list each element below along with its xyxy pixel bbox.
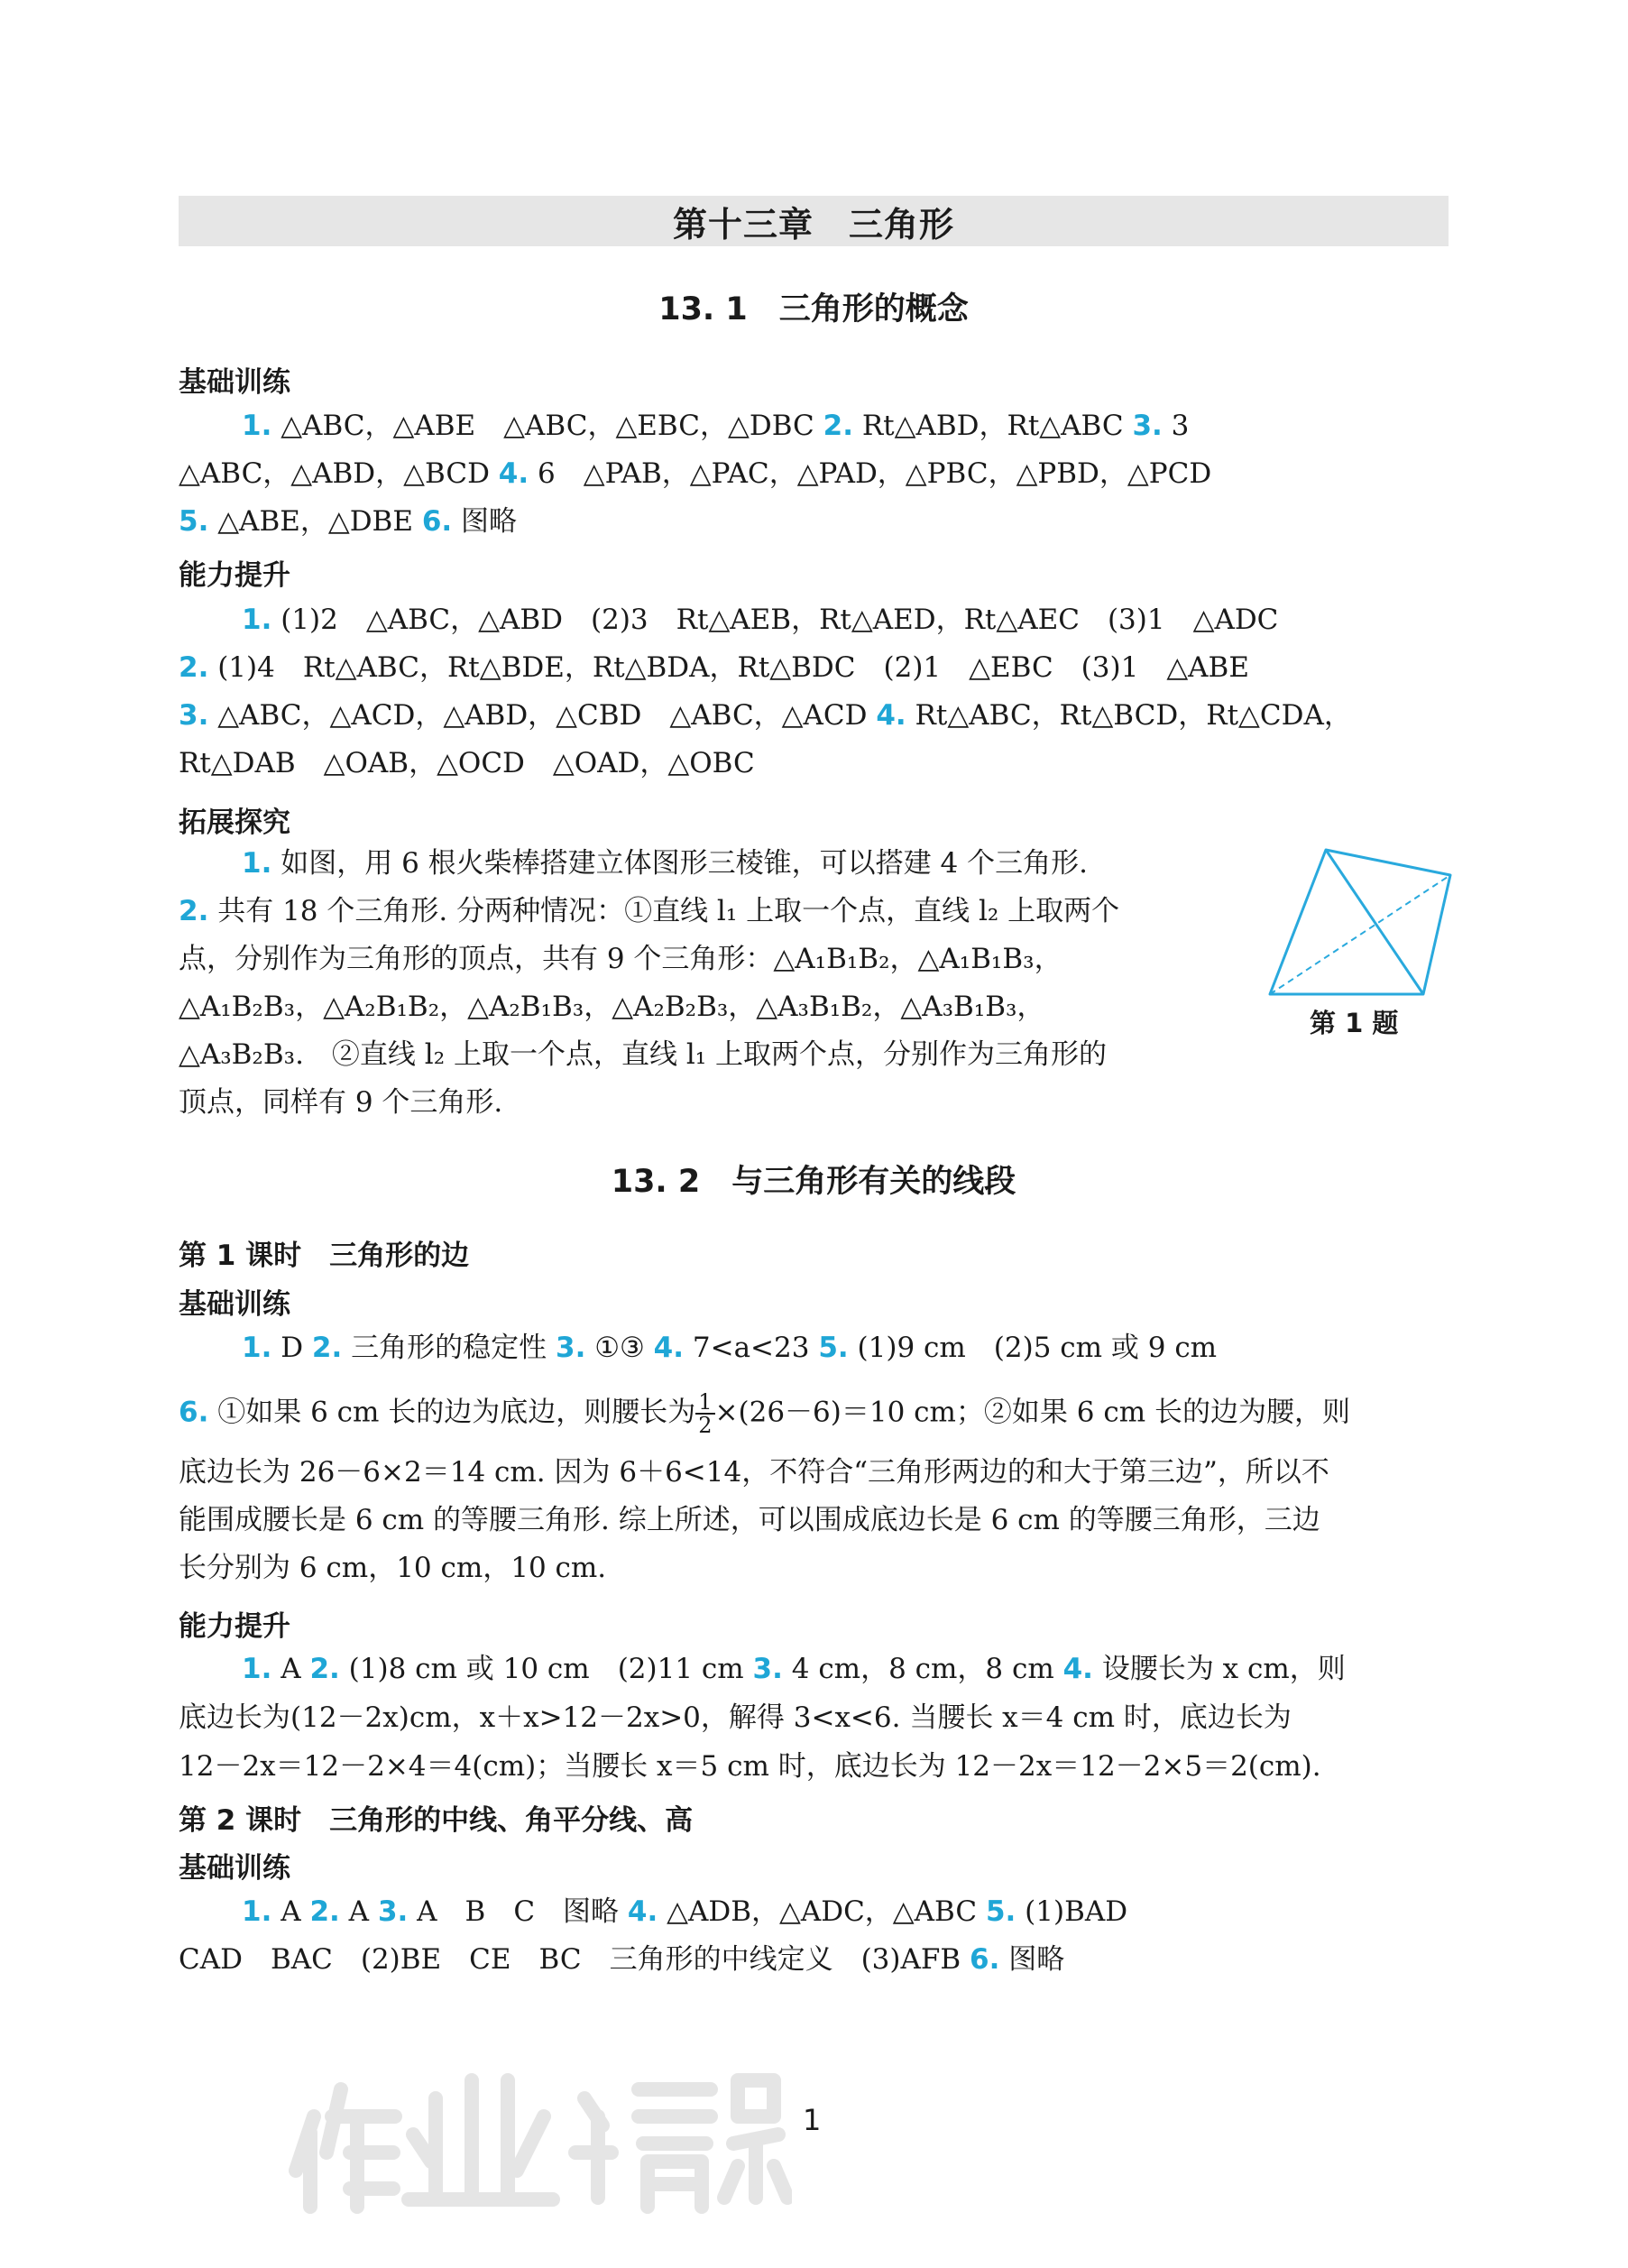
question-number: 6. (970, 1943, 1000, 1976)
answer-text: △ABC，△ACD，△ABD，△CBD △ABC，△ACD (208, 699, 877, 732)
answer-text: A B C 图略 (408, 1895, 628, 1928)
question-number: 4. (653, 1332, 685, 1364)
answer-line (179, 893, 1119, 929)
question-number: 3. (179, 699, 209, 732)
watermark-logo (287, 2062, 792, 2216)
section-title-13-1: 13. 1 三角形的概念 (658, 291, 969, 327)
question-number: 3. (752, 1653, 783, 1685)
answer-text: Rt△DAB △OAB，△OCD △OAD，△OBC (179, 747, 755, 779)
figure-caption: 第 1 题 (1310, 1008, 1399, 1038)
answer-text: ①③ (585, 1332, 654, 1364)
answer-text: ①如果 6 cm 长的边为底边，则腰长为 (208, 1396, 696, 1429)
chapter-title: 第十三章 三角形 (179, 196, 1449, 246)
question-number: 5. (179, 505, 209, 538)
question-number: 4. (1062, 1653, 1093, 1685)
answer-line (179, 697, 1352, 733)
answer-line: 底边长为(12－2x)cm，x＋x>12－2x>0，解得 3<x<6. 当腰长 x＝4 cm 时，底边长为 (179, 1701, 1292, 1734)
answer-line: 底边长为 26－6×2＝14 cm. 因为 6＋6<14，不符合“三角形两边的和大于第三边”，所以不 (179, 1456, 1329, 1489)
question-number: 3. (377, 1895, 409, 1928)
answer-line (179, 503, 517, 539)
answer-text: A (271, 1653, 310, 1685)
answer-text: (1)BAD (1016, 1895, 1128, 1928)
fraction-denominator: 2 (698, 1413, 713, 1438)
pyramid-hidden-edge (1270, 875, 1450, 994)
question-number: 6. (179, 1396, 209, 1429)
answer-line: △A₁B₂B₃，△A₂B₁B₂，△A₂B₁B₃，△A₂B₂B₃，△A₃B₁B₂，△A₃B₁B₃， (179, 991, 1045, 1023)
question-number: 3. (556, 1332, 586, 1364)
answer-text: A (339, 1895, 378, 1928)
question-number: 2. (311, 1332, 343, 1364)
answer-text: (1)2 △ABC，△ABD (2)3 Rt△AEB，Rt△AED，Rt△AEC (3)1 △ADC (271, 604, 1279, 636)
answer-line: 12－2x＝12－2×4＝4(cm)；当腰长 x＝5 cm 时，底边长为 12－2x＝12－2×5＝2(cm). (179, 1750, 1321, 1783)
answer-line (179, 745, 755, 781)
answer-text: ×(26－6)＝10 cm；②如果 6 cm 长的边为腰，则 (714, 1396, 1350, 1429)
answer-text: △ABC，△ABE △ABC，△EBC，△DBC (271, 410, 823, 442)
fraction-one-half (695, 1391, 714, 1436)
answer-text: (1)4 Rt△ABC，Rt△BDE，Rt△BDA，Rt△BDC (2)1 △EBC (3)1 △ABE (208, 651, 1249, 684)
question-number: 2. (309, 1653, 340, 1685)
answer-line: △A₃B₂B₃. ②直线 l₂ 上取一个点，直线 l₁ 上取两个点，分别作为三角形的 (179, 1038, 1108, 1071)
answer-line (179, 650, 1249, 686)
answer-text: △ABC，△ABD，△BCD (179, 457, 499, 490)
question-number: 1. (242, 604, 272, 636)
heading-basic-training: 基础训练 (179, 1288, 290, 1321)
question-number: 1. (242, 410, 272, 442)
pyramid-figure (1261, 841, 1461, 1000)
answer-line (179, 456, 1211, 492)
answer-line (242, 1651, 1346, 1687)
question-number: 5. (985, 1895, 1016, 1928)
answer-text: 4 cm，8 cm，8 cm (782, 1653, 1063, 1685)
pyramid-outline (1270, 850, 1450, 994)
answer-text: 图略 (452, 505, 518, 538)
answer-text: Rt△ABD，Rt△ABC (852, 410, 1133, 442)
answer-line (242, 602, 1278, 638)
lesson-title: 第 1 课时 三角形的边 (179, 1240, 470, 1272)
answer-text: (1)8 cm 或 10 cm (2)11 cm (339, 1653, 753, 1685)
answer-text: CAD BAC (2)BE CE BC 三角形的中线定义 (3)AFB (179, 1943, 970, 1976)
answer-text: 6 △PAB，△PAC，△PAD，△PBC，△PBD，△PCD (529, 457, 1212, 490)
fraction-numerator: 1 (695, 1391, 714, 1415)
answer-text: Rt△ABC，Rt△BCD，Rt△CDA， (906, 699, 1352, 732)
question-number: 4. (627, 1895, 658, 1928)
answer-line (242, 1330, 1217, 1366)
heading-ability: 能力提升 (179, 559, 290, 592)
answer-line (242, 408, 1189, 444)
answer-line: 顶点，同样有 9 个三角形. (179, 1086, 503, 1119)
heading-explore: 拓展探究 (179, 807, 290, 839)
question-number: 1. (242, 1332, 272, 1364)
pyramid-edge (1326, 850, 1423, 994)
answer-line (179, 1391, 1350, 1436)
answer-text: 三角形的稳定性 (342, 1332, 556, 1364)
answer-text: 如图，用 6 根火柴棒搭建立体图形三棱锥，可以搭建 4 个三角形. (271, 847, 1088, 880)
question-number: 1. (242, 1653, 272, 1685)
answer-text: △ABE，△DBE (208, 505, 422, 538)
answer-line (242, 1894, 1127, 1930)
answer-text: D (271, 1332, 312, 1364)
lesson-title: 第 2 课时 三角形的中线、角平分线、高 (179, 1804, 694, 1837)
answer-text: 共有 18 个三角形. 分两种情况：①直线 l₁ 上取一个点，直线 l₂ 上取两个 (208, 895, 1120, 927)
question-number: 2. (179, 895, 209, 927)
answer-text: 设腰长为 x cm，则 (1092, 1653, 1346, 1685)
question-number: 2. (309, 1895, 340, 1928)
question-number: 3. (1132, 410, 1163, 442)
question-number: 4. (876, 699, 906, 732)
question-number: 1. (242, 1895, 272, 1928)
answer-line (242, 845, 1088, 881)
answer-text: △ADB，△ADC，△ABC (658, 1895, 986, 1928)
answer-line: 能围成腰长是 6 cm 的等腰三角形. 综上所述，可以围成底边长是 6 cm 的等腰三角形，三边 (179, 1504, 1320, 1536)
answer-line: 长分别为 6 cm，10 cm，10 cm. (179, 1552, 607, 1584)
heading-basic-training: 基础训练 (179, 366, 290, 399)
page-number: 1 (803, 2103, 822, 2137)
question-number: 2. (179, 651, 209, 684)
answer-text: 7<a<23 (684, 1332, 819, 1364)
question-number: 5. (818, 1332, 849, 1364)
heading-basic-training: 基础训练 (179, 1852, 290, 1885)
answer-line: 点，分别作为三角形的顶点，共有 9 个三角形：△A₁B₁B₂，△A₁B₁B₃， (179, 943, 1062, 975)
question-number: 4. (498, 457, 529, 490)
answer-text: 3 (1162, 410, 1190, 442)
answer-text: (1)9 cm (2)5 cm 或 9 cm (848, 1332, 1218, 1364)
question-number: 2. (823, 410, 853, 442)
answer-text: 图略 (999, 1943, 1065, 1976)
question-number: 6. (421, 505, 453, 538)
question-number: 1. (242, 847, 272, 880)
answer-line (179, 1941, 1064, 1978)
section-title-13-2: 13. 2 与三角形有关的线段 (611, 1164, 1016, 1200)
answer-text: A (271, 1895, 310, 1928)
heading-ability: 能力提升 (179, 1610, 290, 1643)
